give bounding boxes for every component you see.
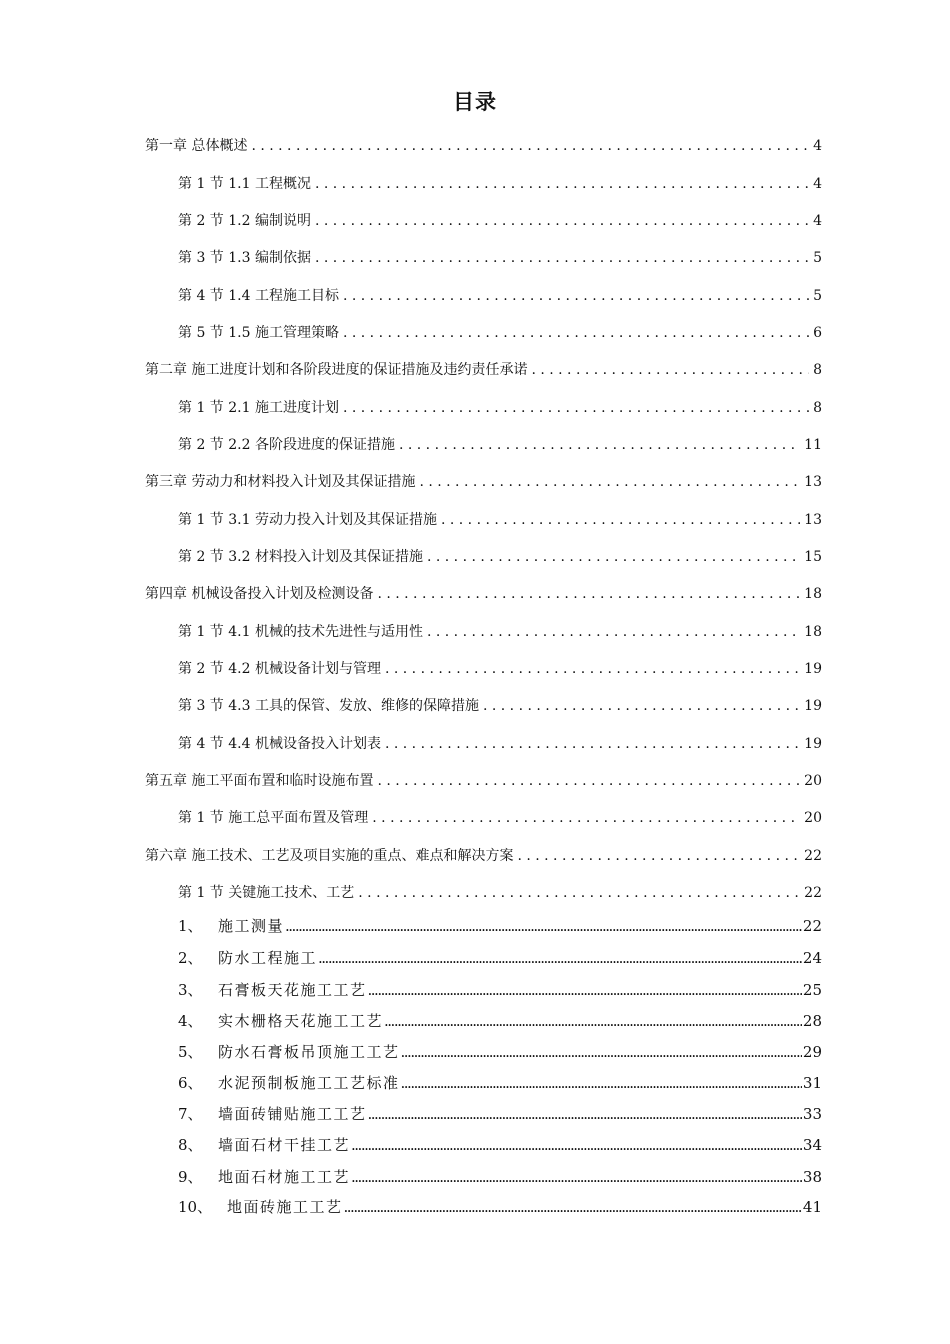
toc-page-number: 18 xyxy=(804,624,822,640)
toc-leader-dots xyxy=(315,213,809,229)
toc-page-number: 19 xyxy=(804,736,822,752)
toc-leader-dots xyxy=(368,1105,802,1123)
toc-leader-dots xyxy=(351,1168,802,1186)
toc-entry-label: 第 2 节 4.2 机械设备计划与管理 xyxy=(178,661,381,677)
toc-item-number: 7、 xyxy=(178,1105,203,1123)
toc-page-number: 24 xyxy=(802,949,822,967)
toc-leader-dots xyxy=(343,288,809,304)
toc-page-number: 6 xyxy=(813,325,822,341)
toc-page-number: 41 xyxy=(802,1198,822,1216)
toc-item-label: 墙面砖铺贴施工工艺 xyxy=(218,1105,367,1123)
toc-page-number: 28 xyxy=(802,1012,822,1030)
toc-entry-label: 第五章 施工平面布置和临时设施布置 xyxy=(145,773,374,789)
toc-item-entry[interactable] xyxy=(178,1134,822,1155)
toc-entry-label: 第 1 节 4.1 机械的技术先进性与适用性 xyxy=(178,624,423,640)
toc-entry-label: 第二章 施工进度计划和各阶段进度的保证措施及违约责任承诺 xyxy=(145,362,528,378)
toc-leader-dots xyxy=(427,624,800,640)
toc-item-label: 地面石材施工工艺 xyxy=(218,1168,351,1186)
toc-entry-label: 第 2 节 3.2 材料投入计划及其保证措施 xyxy=(178,549,423,565)
toc-item-label: 地面砖施工工艺 xyxy=(227,1198,343,1216)
toc-item-label: 施工测量 xyxy=(218,917,285,935)
toc-entry-label: 第 1 节 1.1 工程概况 xyxy=(178,176,311,192)
toc-page-number: 20 xyxy=(804,773,822,789)
toc-item-entry[interactable] xyxy=(178,1103,822,1124)
toc-leader-dots xyxy=(343,400,809,416)
toc-leader-dots xyxy=(441,512,800,528)
toc-page-number: 20 xyxy=(804,810,822,826)
toc-leader-dots xyxy=(419,474,800,490)
toc-page-number: 8 xyxy=(813,400,822,416)
toc-entry-label: 第 5 节 1.5 施工管理策略 xyxy=(178,325,339,341)
toc-page-number: 31 xyxy=(802,1074,822,1092)
toc-chapter-entry[interactable] xyxy=(145,471,822,491)
toc-leader-dots xyxy=(315,176,809,192)
toc-item-label: 墙面石材干挂工艺 xyxy=(218,1136,351,1154)
toc-item-number: 4、 xyxy=(178,1012,203,1030)
toc-page-number: 25 xyxy=(802,981,822,999)
toc-page-number: 22 xyxy=(802,917,822,935)
toc-leader-dots xyxy=(401,1043,802,1061)
toc-leader-dots xyxy=(385,736,800,752)
toc-leader-dots xyxy=(285,917,802,935)
toc-item-number: 5、 xyxy=(178,1043,203,1061)
toc-page-number: 4 xyxy=(813,138,822,154)
toc-entry-label: 第 2 节 2.2 各阶段进度的保证措施 xyxy=(178,437,395,453)
toc-section-entry[interactable] xyxy=(178,397,822,417)
toc-page-number: 13 xyxy=(804,512,822,528)
toc-chapter-entry[interactable] xyxy=(145,845,822,865)
toc-page-number: 19 xyxy=(804,698,822,714)
toc-entry-label: 第四章 机械设备投入计划及检测设备 xyxy=(145,586,374,602)
toc-page-number: 5 xyxy=(813,250,822,266)
toc-item-entry[interactable] xyxy=(178,979,822,1000)
toc-page-number: 18 xyxy=(804,586,822,602)
toc-item-entry[interactable] xyxy=(178,1166,822,1187)
toc-section-entry[interactable] xyxy=(178,210,822,230)
toc-page-number: 15 xyxy=(804,549,822,565)
toc-leader-dots xyxy=(318,949,802,967)
toc-section-entry[interactable] xyxy=(178,546,822,566)
toc-item-entry[interactable] xyxy=(178,1010,822,1031)
toc-leader-dots xyxy=(517,848,800,864)
toc-item-number: 8、 xyxy=(178,1136,203,1154)
toc-item-number: 6、 xyxy=(178,1074,203,1092)
toc-section-entry[interactable] xyxy=(178,322,822,342)
toc-entry-label: 第 1 节 施工总平面布置及管理 xyxy=(178,810,369,826)
toc-leader-dots xyxy=(427,549,800,565)
toc-section-entry[interactable] xyxy=(178,247,822,267)
toc-page-number: 22 xyxy=(804,885,822,901)
toc-item-entry[interactable] xyxy=(178,1072,822,1093)
toc-entry-label: 第 4 节 1.4 工程施工目标 xyxy=(178,288,339,304)
toc-leader-dots xyxy=(377,773,800,789)
toc-section-entry[interactable] xyxy=(178,733,822,753)
toc-section-entry[interactable] xyxy=(178,658,822,678)
toc-entry-label: 第 3 节 1.3 编制依据 xyxy=(178,250,311,266)
toc-page-number: 11 xyxy=(804,437,822,453)
toc-section-entry[interactable] xyxy=(178,695,822,715)
toc-section-entry[interactable] xyxy=(178,621,822,641)
toc-item-entry[interactable] xyxy=(178,1196,822,1217)
toc-entry-label: 第 2 节 1.2 编制说明 xyxy=(178,213,311,229)
page-title: 目录 xyxy=(453,90,497,114)
toc-page-number: 4 xyxy=(813,176,822,192)
toc-item-label: 防水石膏板吊顶施工工艺 xyxy=(218,1043,400,1061)
toc-leader-dots xyxy=(377,586,800,602)
toc-leader-dots xyxy=(358,885,800,901)
toc-entry-label: 第 3 节 4.3 工具的保管、发放、维修的保障措施 xyxy=(178,698,479,714)
toc-entry-label: 第 1 节 2.1 施工进度计划 xyxy=(178,400,339,416)
toc-leader-dots xyxy=(401,1074,802,1092)
toc-page-number: 22 xyxy=(804,848,822,864)
toc-item-number: 3、 xyxy=(178,981,203,999)
toc-item-label: 石膏板天花施工工艺 xyxy=(218,981,367,999)
toc-item-number: 2、 xyxy=(178,949,203,967)
toc-page-number: 13 xyxy=(804,474,822,490)
toc-section-entry[interactable] xyxy=(178,173,822,193)
toc-section-entry[interactable] xyxy=(178,285,822,305)
toc-section-entry[interactable] xyxy=(178,882,822,902)
toc-item-number: 1、 xyxy=(178,917,203,935)
toc-entry-label: 第六章 施工技术、工艺及项目实施的重点、难点和解决方案 xyxy=(145,848,514,864)
toc-section-entry[interactable] xyxy=(178,434,822,454)
toc-entry-label: 第 4 节 4.4 机械设备投入计划表 xyxy=(178,736,381,752)
toc-entry-label: 第一章 总体概述 xyxy=(145,138,248,154)
toc-leader-dots xyxy=(372,810,800,826)
toc-page-number: 5 xyxy=(813,288,822,304)
toc-section-entry[interactable] xyxy=(178,509,822,529)
toc-chapter-entry[interactable] xyxy=(145,359,822,379)
toc-leader-dots xyxy=(315,250,809,266)
toc-item-label: 防水工程施工 xyxy=(218,949,318,967)
toc-item-entry[interactable] xyxy=(178,1041,822,1062)
toc-item-number: 10、 xyxy=(178,1198,213,1216)
toc-page-number: 19 xyxy=(804,661,822,677)
toc-leader-dots xyxy=(343,325,809,341)
toc-leader-dots xyxy=(251,138,809,154)
toc-entry-label: 第 1 节 3.1 劳动力投入计划及其保证措施 xyxy=(178,512,437,528)
toc-item-label: 水泥预制板施工工艺标准 xyxy=(218,1074,400,1092)
toc-chapter-entry[interactable] xyxy=(145,583,822,603)
toc-chapter-entry[interactable] xyxy=(145,135,822,155)
toc-leader-dots xyxy=(344,1198,802,1216)
toc-page-number: 34 xyxy=(802,1136,822,1154)
toc-item-entry[interactable] xyxy=(178,947,822,968)
toc-item-entry[interactable] xyxy=(178,915,822,936)
toc-entry-label: 第 1 节 关键施工技术、工艺 xyxy=(178,885,355,901)
toc-leader-dots xyxy=(385,661,800,677)
toc-leader-dots xyxy=(351,1136,802,1154)
toc-leader-dots xyxy=(483,698,800,714)
toc-item-number: 9、 xyxy=(178,1168,203,1186)
toc-section-entry[interactable] xyxy=(178,807,822,827)
toc-leader-dots xyxy=(384,1012,802,1030)
toc-page-number: 33 xyxy=(802,1105,822,1123)
toc-item-label: 实木栅格天花施工工艺 xyxy=(218,1012,384,1030)
toc-page-number: 4 xyxy=(813,213,822,229)
toc-entry-label: 第三章 劳动力和材料投入计划及其保证措施 xyxy=(145,474,416,490)
toc-page-number: 29 xyxy=(802,1043,822,1061)
toc-page-number: 8 xyxy=(813,362,822,378)
toc-chapter-entry[interactable] xyxy=(145,770,822,790)
toc-leader-dots xyxy=(531,362,809,378)
toc-page-number: 38 xyxy=(802,1168,822,1186)
toc-leader-dots xyxy=(399,437,800,453)
toc-leader-dots xyxy=(368,981,802,999)
